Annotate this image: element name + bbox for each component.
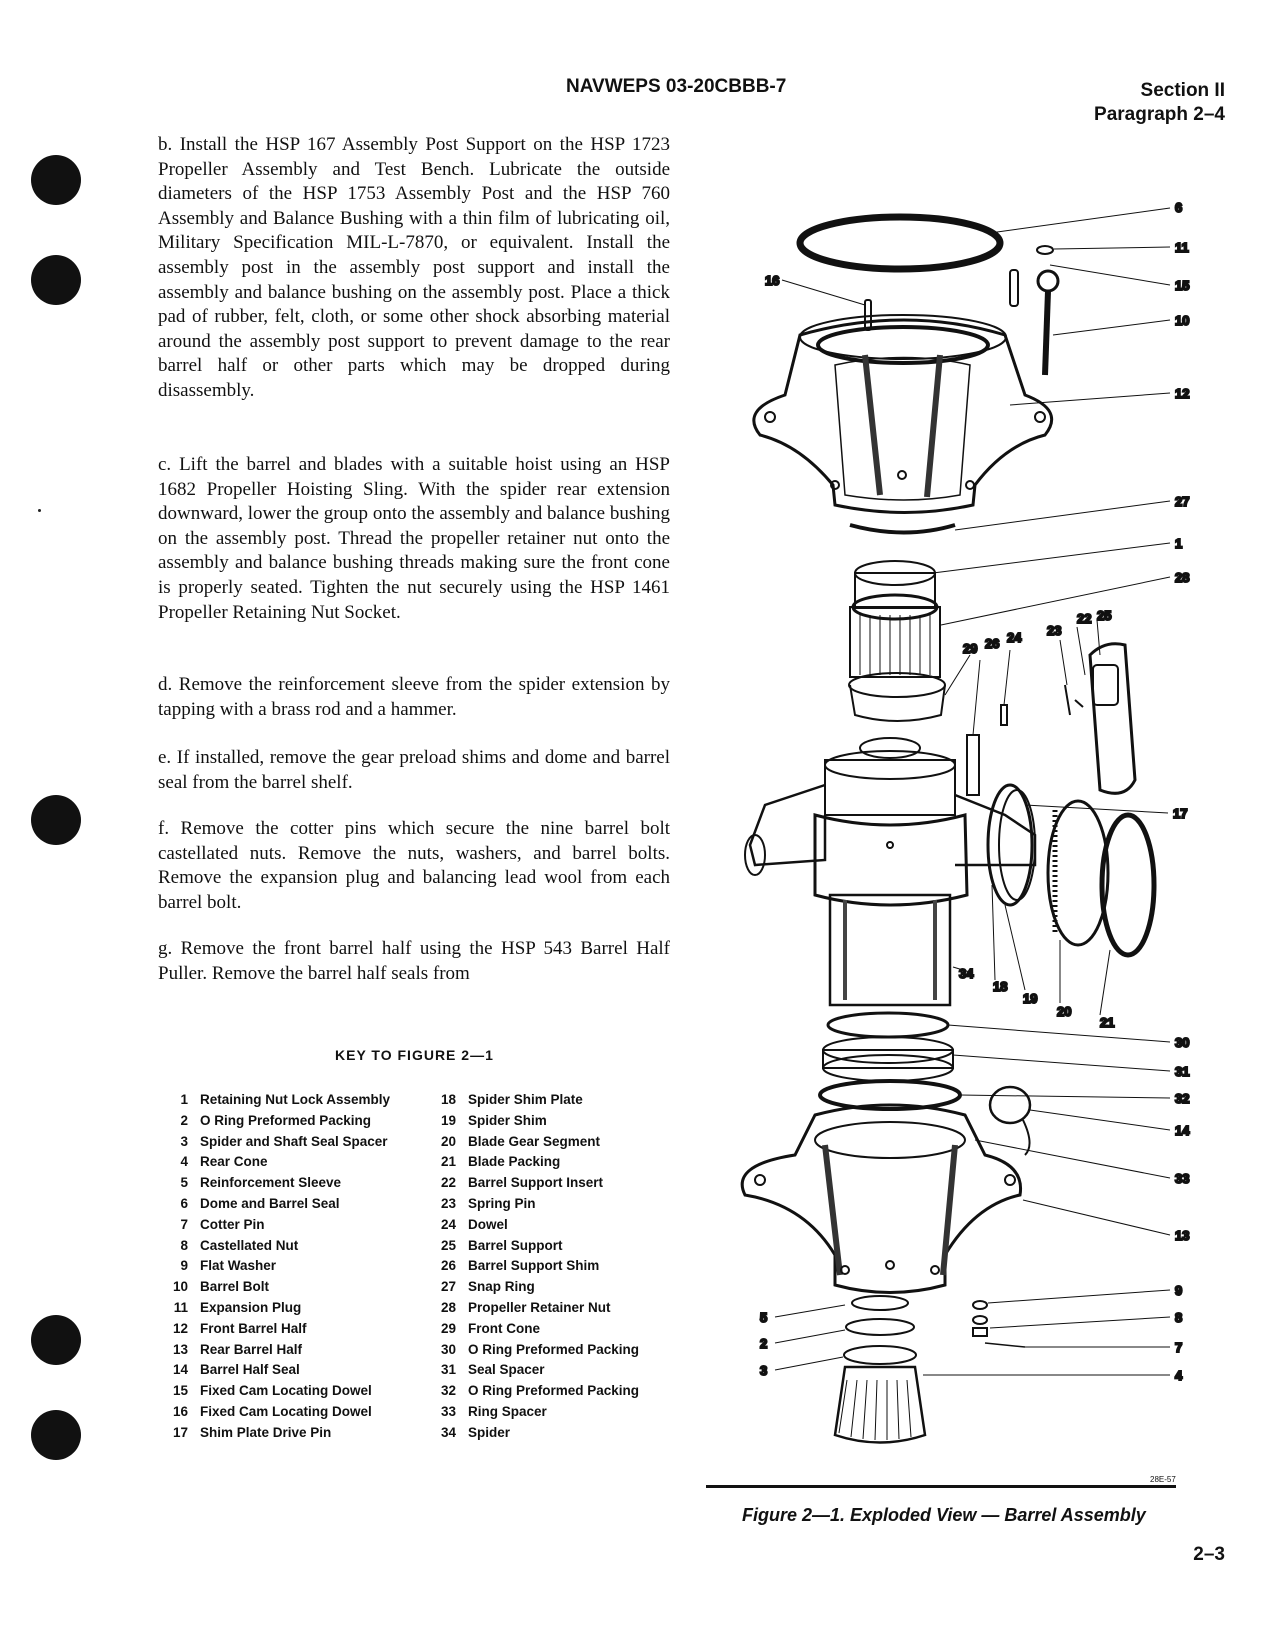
key-item-number: 8 xyxy=(180,1237,188,1253)
key-item-label: Ring Spacer xyxy=(468,1403,547,1419)
figure-rule xyxy=(706,1485,1176,1488)
key-item-number: 23 xyxy=(440,1195,456,1211)
step-g-text: g. Remove the front barrel half using the HSP 543 Barrel Half Puller. Remove the barrel half seals from xyxy=(158,938,670,984)
key-item xyxy=(420,1319,670,1340)
key-item-label: Seal Spacer xyxy=(468,1362,545,1378)
key-item-label: Spider Shim xyxy=(468,1112,547,1128)
binder-hole xyxy=(31,255,81,305)
key-item xyxy=(420,1173,670,1194)
callout-21: 21 xyxy=(1100,1015,1115,1030)
key-item-label: Expansion Plug xyxy=(200,1299,302,1315)
key-item-number: 9 xyxy=(180,1258,188,1274)
binder-hole xyxy=(31,1410,81,1460)
key-item-label: O Ring Preformed Packing xyxy=(468,1383,640,1399)
key-item-number: 24 xyxy=(440,1216,456,1232)
key-item-label: Castellated Nut xyxy=(200,1237,299,1253)
callout-23: 23 xyxy=(1047,623,1062,638)
key-item xyxy=(420,1090,670,1111)
callout-16: 16 xyxy=(765,273,780,288)
callout-8: 8 xyxy=(1175,1310,1183,1325)
key-item-label: Propeller Retainer Nut xyxy=(468,1299,611,1315)
callout-3: 3 xyxy=(760,1363,768,1378)
key-item-number: 18 xyxy=(440,1092,456,1107)
key-item-number: 12 xyxy=(172,1320,188,1336)
key-item-label: Spider Shim Plate xyxy=(468,1092,583,1107)
key-item-number: 21 xyxy=(440,1154,456,1170)
key-item xyxy=(420,1423,670,1444)
callout-20: 20 xyxy=(1057,1004,1072,1019)
key-item-label: Blade Gear Segment xyxy=(468,1133,601,1149)
key-item-label: Spring Pin xyxy=(468,1195,536,1211)
callout-28: 28 xyxy=(1175,570,1190,585)
callout-24: 24 xyxy=(1007,630,1022,645)
key-item-number: 14 xyxy=(172,1362,188,1378)
callout-32: 32 xyxy=(1175,1091,1190,1106)
key-item xyxy=(152,1152,392,1173)
key-item xyxy=(152,1132,392,1153)
exploded-view-figure xyxy=(705,195,1235,1485)
key-item-number: 3 xyxy=(180,1133,188,1149)
key-item-number: 15 xyxy=(172,1383,188,1399)
key-item-label: Reinforcement Sleeve xyxy=(200,1175,342,1191)
key-item-label: Rear Cone xyxy=(200,1154,268,1170)
key-item xyxy=(420,1132,670,1153)
key-item-label: Shim Plate Drive Pin xyxy=(200,1424,332,1440)
key-item xyxy=(420,1340,670,1361)
key-item-label: Front Cone xyxy=(468,1320,540,1336)
callout-11: 11 xyxy=(1175,240,1189,255)
key-item-number: 5 xyxy=(180,1175,188,1191)
callout-4: 4 xyxy=(1175,1368,1183,1383)
callout-7: 7 xyxy=(1175,1340,1183,1355)
callout-15: 15 xyxy=(1175,278,1190,293)
key-item xyxy=(420,1215,670,1236)
callout-13: 13 xyxy=(1175,1228,1190,1243)
key-item-label: Cotter Pin xyxy=(200,1216,265,1232)
key-item xyxy=(420,1277,670,1298)
key-item-number: 19 xyxy=(440,1112,456,1128)
callout-26: 26 xyxy=(985,636,1000,651)
key-item-number: 20 xyxy=(440,1133,456,1149)
key-item-label: Rear Barrel Half xyxy=(200,1341,303,1357)
key-item xyxy=(420,1256,670,1277)
key-item xyxy=(420,1111,670,1132)
key-item-label: Dome and Barrel Seal xyxy=(200,1195,340,1211)
key-item-label: Spider and Shaft Seal Spacer xyxy=(200,1133,388,1149)
key-item-number: 4 xyxy=(180,1154,188,1170)
key-item-number: 27 xyxy=(440,1279,456,1295)
callout-18: 18 xyxy=(993,979,1008,994)
callout-6: 6 xyxy=(1175,200,1183,215)
callout-12: 12 xyxy=(1175,386,1190,401)
key-item-label: Blade Packing xyxy=(468,1154,561,1170)
callout-22: 22 xyxy=(1077,611,1092,626)
key-item xyxy=(152,1402,392,1423)
key-item-label: Spider xyxy=(468,1424,511,1440)
key-item-label: Barrel Support Insert xyxy=(468,1175,604,1191)
key-item-label: O Ring Preformed Packing xyxy=(200,1112,372,1128)
key-item-label: Dowel xyxy=(468,1216,508,1232)
callout-34: 34 xyxy=(959,966,974,981)
key-item-number: 30 xyxy=(440,1341,456,1357)
key-item xyxy=(152,1194,392,1215)
key-item xyxy=(152,1319,392,1340)
step-b-text: b. Install the HSP 167 Assembly Post Support on the HSP 1723 Propeller Assembly and Test Bench. Lubricate the outside diameters of the HSP 1753 Assembly Post and the HSP 760 Assembly and Balance Bushing with a thin film of lubricating oil, Military Specification MIL-L-7870, or equivalent. Install the assembly post in the assembly post support and install the assembly and balance bushing on the assembly post. Place a thick pad of rubber, felt, cloth, or some other shock absorbing material around the assembly post support to prevent damage to the rear barrel half or other parts which may be dropped during disassembly. xyxy=(158,134,670,401)
callout-5: 5 xyxy=(760,1310,768,1325)
key-item-number: 31 xyxy=(440,1362,456,1378)
key-item-number: 28 xyxy=(440,1299,456,1315)
key-item-label: O Ring Preformed Packing xyxy=(468,1341,640,1357)
drawing-code: 28E-57 xyxy=(1150,1475,1176,1484)
page-number: 2–3 xyxy=(1193,1544,1225,1565)
key-column-left xyxy=(152,1090,392,1444)
key-item xyxy=(152,1381,392,1402)
callout-2: 2 xyxy=(760,1336,768,1351)
key-item-number: 13 xyxy=(172,1341,188,1357)
key-column-right xyxy=(420,1090,670,1444)
key-item-label: Barrel Support xyxy=(468,1237,563,1253)
key-item-label: Flat Washer xyxy=(200,1258,277,1274)
key-item-number: 26 xyxy=(440,1258,456,1274)
callout-19: 19 xyxy=(1023,991,1038,1006)
key-item-number: 29 xyxy=(440,1320,456,1336)
step-f-text: f. Remove the cotter pins which secure the nine barrel bolt castellated nuts. Remove the nuts, washers, and barrel bolts. Remove the expansion plug and balancing lead wool from each barrel bolt. xyxy=(158,818,670,913)
callout-30: 30 xyxy=(1175,1035,1190,1050)
key-item-number: 32 xyxy=(440,1383,456,1399)
key-item-number: 22 xyxy=(440,1175,456,1191)
binder-hole xyxy=(31,1315,81,1365)
callout-27: 27 xyxy=(1175,494,1190,509)
step-d-text: d. Remove the reinforcement sleeve from the spider extension by tapping with a brass rod and a hammer. xyxy=(158,674,670,720)
key-item-label: Fixed Cam Locating Dowel xyxy=(200,1403,372,1419)
key-item xyxy=(420,1298,670,1319)
key-item xyxy=(152,1173,392,1194)
key-item xyxy=(420,1381,670,1402)
key-item xyxy=(152,1423,392,1444)
key-item-number: 17 xyxy=(172,1424,188,1440)
key-item-label: Barrel Support Shim xyxy=(468,1258,600,1274)
key-item xyxy=(420,1236,670,1257)
key-item xyxy=(152,1111,392,1132)
callout-17: 17 xyxy=(1173,806,1188,821)
key-item-label: Snap Ring xyxy=(468,1279,535,1295)
key-item xyxy=(420,1402,670,1423)
key-item xyxy=(152,1256,392,1277)
key-item xyxy=(152,1360,392,1381)
step-c-text: c. Lift the barrel and blades with a suitable hoist using an HSP 1682 Propeller Hoisting Sling. With the spider rear extension downward, lower the group onto the assembly and balance bushing on the assembly post. Thread the propeller retainer nut onto the assembly and balance bushing threads making sure the front cone is properly seated. Tighten the nut securely using the HSP 1461 Propeller Retaining Nut Socket. xyxy=(158,454,670,623)
callout-31: 31 xyxy=(1175,1064,1190,1079)
key-item xyxy=(152,1277,392,1298)
key-item xyxy=(420,1152,670,1173)
key-item-number: 16 xyxy=(172,1403,188,1419)
key-item-number: 10 xyxy=(172,1279,188,1295)
callout-10: 10 xyxy=(1175,313,1190,328)
figure-caption: Figure 2—1. Exploded View — Barrel Assembly xyxy=(742,1505,1146,1525)
key-item-label: Barrel Half Seal xyxy=(200,1362,300,1378)
key-item-number: 33 xyxy=(440,1403,456,1419)
key-item-number: 1 xyxy=(180,1092,188,1107)
key-item-label: Front Barrel Half xyxy=(200,1320,307,1336)
key-item-label: Retaining Nut Lock Assembly xyxy=(200,1092,391,1107)
key-title: KEY TO FIGURE 2—1 xyxy=(335,1047,494,1063)
key-item xyxy=(152,1298,392,1319)
key-item xyxy=(152,1236,392,1257)
callout-25: 25 xyxy=(1097,608,1112,623)
key-item-number: 7 xyxy=(180,1216,188,1232)
binder-hole xyxy=(31,155,81,205)
step-e-text: e. If installed, remove the gear preload shims and dome and barrel seal from the barrel shelf. xyxy=(158,747,670,793)
key-item-number: 25 xyxy=(440,1237,456,1253)
page-speck xyxy=(38,509,41,512)
binder-hole xyxy=(31,795,81,845)
key-item xyxy=(420,1360,670,1381)
callout-29: 29 xyxy=(963,641,978,656)
key-item-number: 34 xyxy=(440,1424,456,1440)
key-item xyxy=(152,1090,392,1111)
document-number: NAVWEPS 03-20CBBB-7 xyxy=(566,76,787,97)
callout-14: 14 xyxy=(1175,1123,1190,1138)
key-item-label: Fixed Cam Locating Dowel xyxy=(200,1383,372,1399)
paragraph-reference: Paragraph 2–4 xyxy=(1094,104,1225,125)
key-item-number: 11 xyxy=(173,1299,188,1315)
key-item xyxy=(152,1215,392,1236)
key-item xyxy=(152,1340,392,1361)
callout-33: 33 xyxy=(1175,1171,1190,1186)
key-item-label: Barrel Bolt xyxy=(200,1279,270,1295)
key-item-number: 2 xyxy=(180,1112,188,1128)
key-item xyxy=(420,1194,670,1215)
key-item-number: 6 xyxy=(180,1195,188,1211)
callout-1: 1 xyxy=(1175,536,1183,551)
section-title: Section II xyxy=(1140,80,1225,101)
callout-9: 9 xyxy=(1175,1283,1183,1298)
